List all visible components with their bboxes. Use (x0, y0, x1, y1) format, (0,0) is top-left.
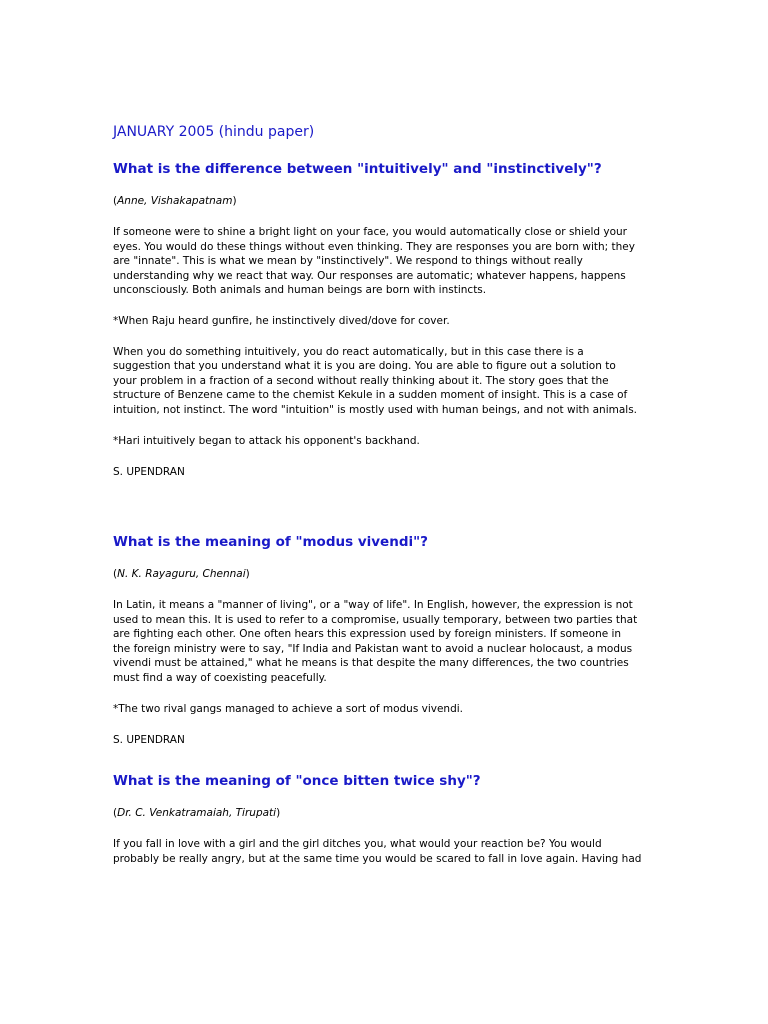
asker-name: Dr. C. Venkatramaiah, Tirupati (117, 807, 277, 819)
answer-line: unconsciously. Both animals and human beings are born with instincts. (113, 284, 487, 297)
answer-line: must find a way of coexisting peacefully. (113, 671, 327, 684)
author-signature: S. UPENDRAN (113, 734, 185, 747)
answer-paragraph (113, 225, 658, 298)
question-heading: What is the meaning of "modus vivendi"? (113, 534, 428, 550)
example-sentence (113, 314, 658, 329)
answer-line: probably be really angry, but at the same time you would be scared to fall in love again. Having had (113, 852, 642, 865)
answer-line: intuition, not instinct. The word "intuition" is mostly used with human beings, and not with animals. (113, 403, 638, 416)
answer-line: structure of Benzene came to the chemist Kekule in a sudden moment of insight. This is a case of (113, 389, 628, 402)
asker-credit: (Anne, Vishakapatnam) (113, 195, 237, 207)
qa-section-once-bitten (113, 771, 658, 866)
asker-credit: (Dr. C. Venkatramaiah, Tirupati) (113, 807, 281, 819)
answer-line: the foreign ministry were to say, "If India and Pakistan want to avoid a nuclear holocaust, a modus (113, 642, 633, 655)
example-line: *When Raju heard gunfire, he instinctively dived/dove for cover. (113, 314, 450, 327)
example-sentence (113, 434, 658, 449)
answer-line: In Latin, it means a "manner of living", or a "way of life". In English, however, the expression is not (113, 599, 633, 611)
answer-paragraph (113, 837, 658, 866)
answer-line: vivendi must be attained," what he means is that despite the many differences, the two countries (113, 657, 629, 670)
question-heading: What is the meaning of "once bitten twice shy"? (113, 773, 481, 789)
example-line: *Hari intuitively began to attack his opponent's backhand. (113, 434, 420, 447)
answer-line: are fighting each other. One often hears this expression used by foreign ministers. If someone in (113, 628, 622, 641)
answer-line: your problem in a fraction of a second without really thinking about it. The story goes that the (113, 374, 609, 387)
answer-line: are "innate". This is what we mean by "instinctively". We respond to things without really (113, 255, 583, 268)
author-signature: S. UPENDRAN (113, 466, 185, 479)
answer-line: When you do something intuitively, you do react automatically, but in this case there is a (113, 345, 584, 358)
answer-line: If you fall in love with a girl and the girl ditches you, what would your reaction be? You would (113, 838, 602, 850)
example-sentence (113, 702, 658, 717)
qa-section-modus-vivendi (113, 532, 658, 747)
asker-name: Anne, Vishakapatnam (117, 195, 233, 207)
answer-line: understanding why we react that way. Our responses are automatic; whatever happens, happens (113, 269, 626, 282)
answer-line: If someone were to shine a bright light on your face, you would automatically close or shield your (113, 226, 627, 238)
answer-paragraph (113, 598, 658, 686)
answer-paragraph (113, 345, 658, 418)
answer-line: suggestion that you understand what it is you are doing. You are able to figure out a solution to (113, 360, 616, 373)
answer-line: used to mean this. It is used to refer to a compromise, usually temporary, between two parties that (113, 613, 638, 626)
answer-line: eyes. You would do these things without even thinking. They are responses you are born with; they (113, 240, 635, 253)
asker-name: N. K. Rayaguru, Chennai (117, 568, 246, 580)
qa-section-intuitively (113, 159, 658, 479)
question-heading: What is the difference between "intuitively" and "instinctively"? (113, 161, 602, 177)
example-line: *The two rival gangs managed to achieve a sort of modus vivendi. (113, 702, 464, 715)
asker-credit: (N. K. Rayaguru, Chennai) (113, 568, 250, 580)
page-title: JANUARY 2005 (hindu paper) (113, 124, 315, 140)
